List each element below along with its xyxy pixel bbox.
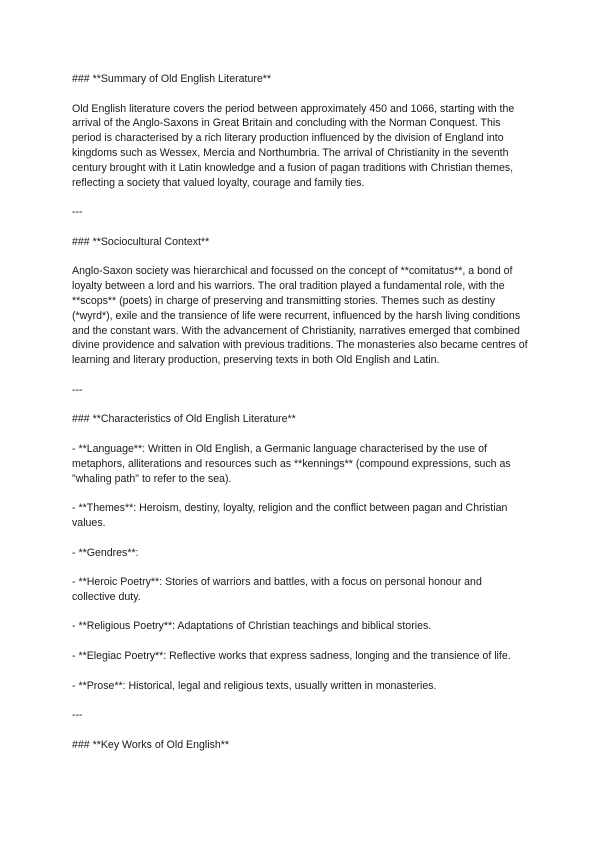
divider: ---: [72, 709, 83, 722]
list-item-heroic-poetry: - **Heroic Poetry**: Stories of warriors and battles, with a focus on personal honour and collective duty.: [72, 576, 482, 603]
heading-characteristics: ### **Characteristics of Old English Literature**: [72, 413, 296, 426]
paragraph-sociocultural-context: Anglo-Saxon society was hierarchical and focussed on the concept of **comitatus**, a bond of loyalty between a lord and his warriors. The oral tradition played a fundamental role, with the **scops** (poets) in charge of preserving and transmitting stories. Themes such as destiny (*wyrd*), exile and the transience of life were recurrent, influenced by the harsh living conditions and the constant wars. With the advancement of Christianity, narratives emerged that combined divine providence and salvation with previous traditions. The monasteries also became centres of learning and literary production, preserving texts in both Old English and Latin.: [72, 265, 528, 367]
heading-summary: ### **Summary of Old English Literature**: [72, 73, 272, 85]
paragraph-summary: Old English literature covers the period between approximately 450 and 1066, starting with the arrival of the Anglo-Saxons in Great Britain and concluding with the Norman Conquest. This period is characterised by a rich literary production influenced by the division of England into kingdoms such as Wessex, Mercia and Northumbria. The arrival of Christianity in the seventh century brought with it Latin knowledge and a fusion of pagan traditions with Christian themes, reflecting a society that valued loyalty, courage and family ties.: [72, 102, 515, 189]
divider: ---: [72, 383, 83, 396]
document-page: [72, 72, 528, 767]
list-item-genres: - **Gendres**:: [72, 546, 139, 559]
list-item-language: - **Language**: Written in Old English, a Germanic language characterised by the use of metaphors, alliterations and resources such as **kennings** (compound expressions, such as "whaling path" to refer to the sea).: [72, 442, 511, 485]
heading-key-works: ### **Key Works of Old English**: [72, 738, 230, 751]
list-item-religious-poetry: - **Religious Poetry**: Adaptations of Christian teachings and biblical stories.: [72, 620, 432, 633]
list-item-themes: - **Themes**: Heroism, destiny, loyalty, religion and the conflict between pagan and Christian values.: [72, 502, 508, 529]
list-item-prose: - **Prose**: Historical, legal and religious texts, usually written in monasteries.: [72, 679, 437, 692]
divider: ---: [72, 206, 83, 219]
heading-sociocultural-context: ### **Sociocultural Context**: [72, 235, 210, 248]
list-item-elegiac-poetry: - **Elegiac Poetry**: Reflective works that express sadness, longing and the transience of life.: [72, 650, 511, 663]
